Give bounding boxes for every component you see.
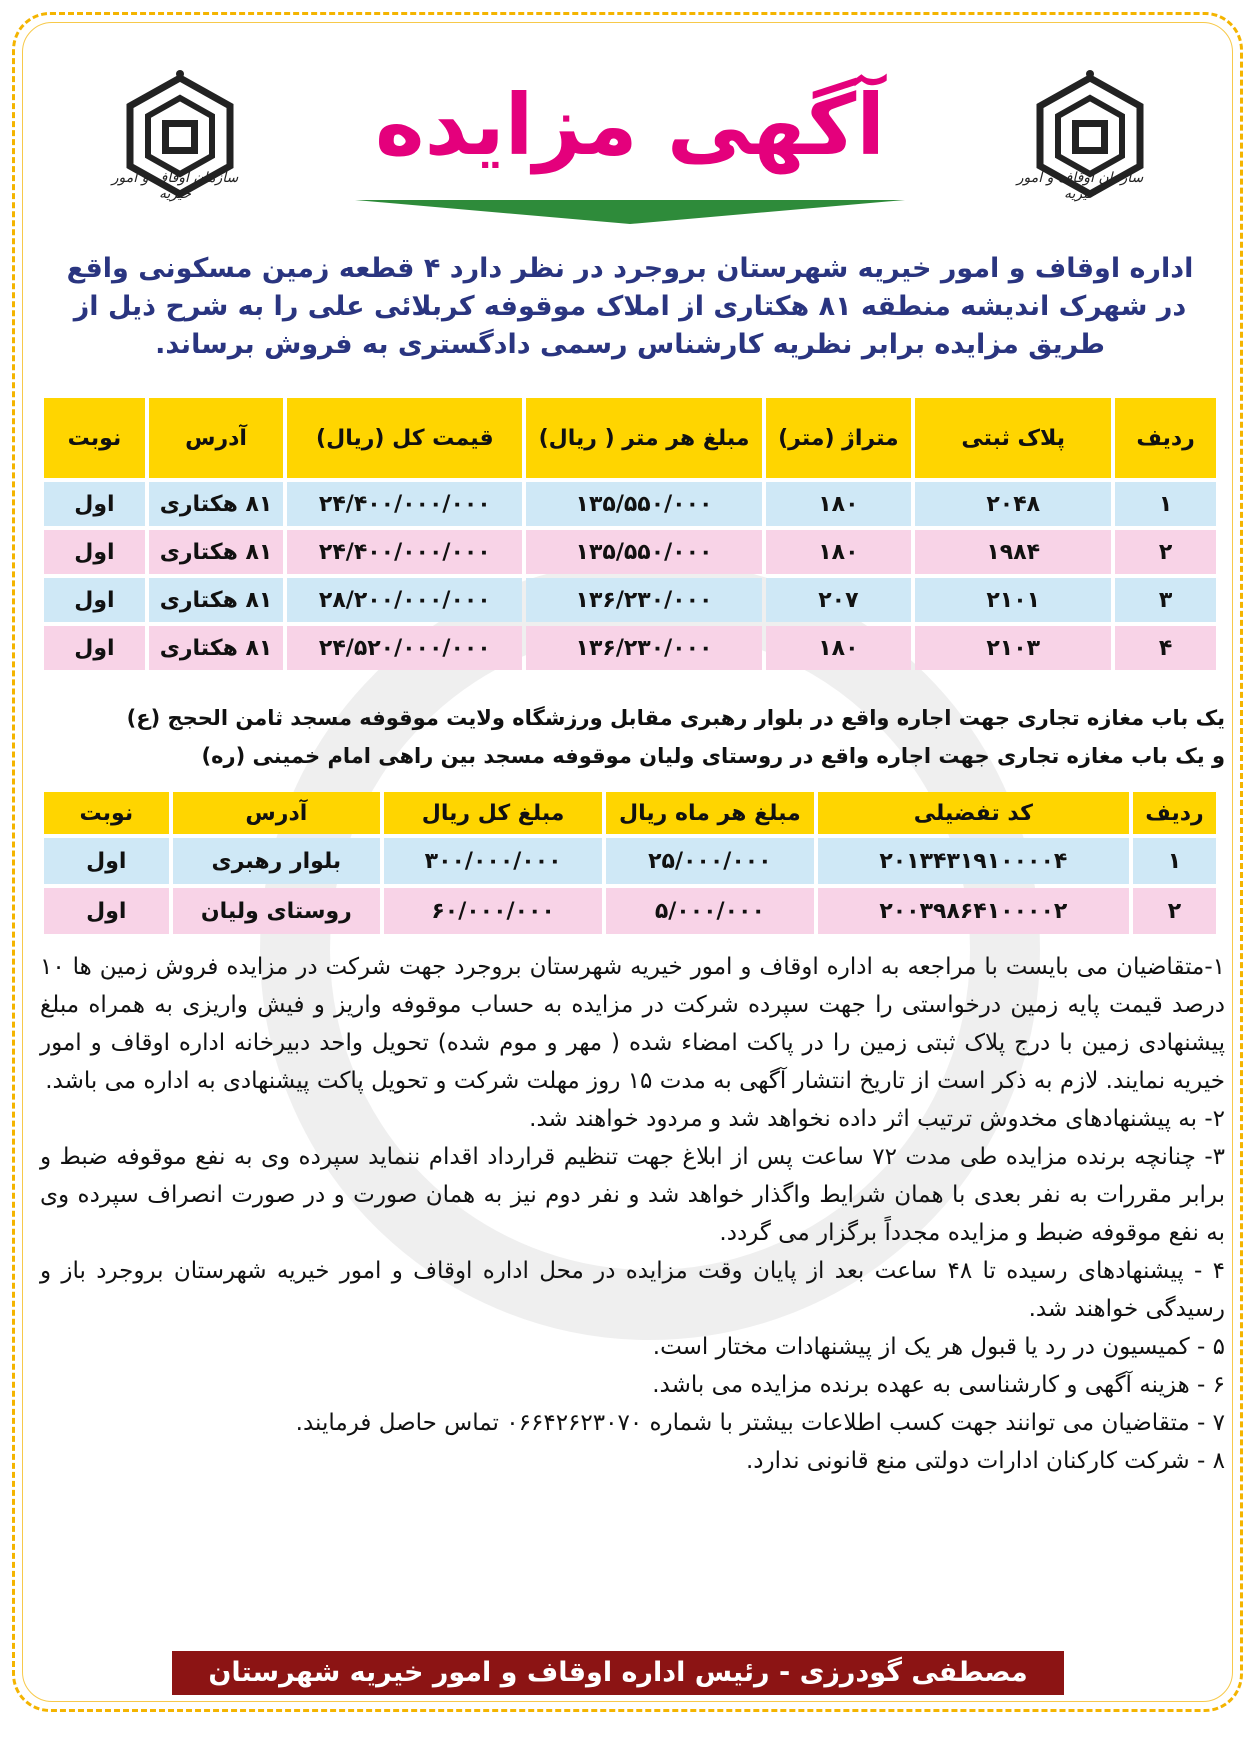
table-cell: ۱۸۰ (766, 482, 912, 526)
table-cell: ۱۳۵/۵۵۰/۰۰۰ (526, 530, 761, 574)
table-cell: ۲۴/۴۰۰/۰۰۰/۰۰۰ (287, 482, 522, 526)
table-cell: اول (44, 626, 145, 670)
table-cell: ۲۸/۲۰۰/۰۰۰/۰۰۰ (287, 578, 522, 622)
table-cell: اول (44, 838, 169, 884)
shop-note-1: یک باب مغازه تجاری جهت اجاره واقع در بلوار رهبری مقابل ورزشگاه ولایت موقوفه مسجد ثامن الحجج (ع) (126, 706, 1225, 730)
table-cell: اول (44, 530, 145, 574)
table-cell: ۲۰۰۳۹۸۶۴۱۰۰۰۰۲ (818, 888, 1129, 934)
shop-table-header (44, 792, 1216, 834)
table-cell: ۱۳۶/۲۳۰/۰۰۰ (526, 578, 761, 622)
page-title: آگهی مزایده (374, 76, 886, 174)
title-underline (355, 200, 905, 224)
table-cell: ۲۰۴۸ (915, 482, 1111, 526)
table-cell: ۶۰/۰۰۰/۰۰۰ (384, 888, 602, 934)
table-cell: ۱۳۵/۵۵۰/۰۰۰ (526, 482, 761, 526)
table-cell: روستای ولیان (173, 888, 381, 934)
table-cell: ۸۱ هکتاری (149, 482, 283, 526)
table-cell: بلوار رهبری (173, 838, 381, 884)
term-item: ۶ - هزینه آگهی و کارشناسی به عهده برنده مزایده می باشد. (652, 1372, 1225, 1398)
table-row (44, 888, 1216, 934)
table-cell: ۲۴/۵۲۰/۰۰۰/۰۰۰ (287, 626, 522, 670)
table-cell: اول (44, 482, 145, 526)
table-cell: اول (44, 578, 145, 622)
signature-bar: مصطفی گودرزی - رئیس اداره اوقاف و امور خیریه شهرستان بروجرد (172, 1651, 1064, 1695)
table-cell: ۲ (1115, 530, 1216, 574)
table-cell: ۸۱ هکتاری (149, 626, 283, 670)
intro-paragraph: اداره اوقاف و امور خیریه شهرستان بروجرد در نظر دارد ۴ قطعه زمین مسکونی واقع در شهرک اندیشه منطقه ۸۱ هکتاری از املاک موقوفه کربلائی علی را به شرح ذیل از طریق مزایده برابر نظریه کارشناس رسمی دادگستری به فروش برساند. (66, 253, 1194, 360)
table-cell: ۱ (1115, 482, 1216, 526)
table-cell: ۸۱ هکتاری (149, 578, 283, 622)
header-cell: ردیف (1115, 398, 1216, 478)
table-cell: ۴ (1115, 626, 1216, 670)
table-row (44, 482, 1216, 526)
header-cell: ردیف (1133, 792, 1216, 834)
term-item: ۷ - متقاضیان می توانند جهت کسب اطلاعات بیشتر با شماره ۰۶۶۴۲۶۲۳۰۷۰ تماس حاصل فرمایند. (295, 1410, 1225, 1436)
shop-note-2: و یک باب مغازه تجاری جهت اجاره واقع در روستای ولیان موقوفه مسجد بین راهی امام خمینی (ره) (201, 744, 1225, 768)
header-cell: مبلغ کل ریال (384, 792, 602, 834)
table-cell: ۱ (1133, 838, 1216, 884)
table-cell: ۲۵/۰۰۰/۰۰۰ (606, 838, 814, 884)
table-cell: ۲۰۱۳۴۳۱۹۱۰۰۰۰۴ (818, 838, 1129, 884)
term-item: ۸ - شرکت کارکنان ادارات دولتی منع قانونی ندارد. (745, 1448, 1225, 1474)
table-cell: ۲۱۰۳ (915, 626, 1111, 670)
header-cell: کد تفضیلی (818, 792, 1129, 834)
table-cell: ۱۹۸۴ (915, 530, 1111, 574)
table-cell: ۱۸۰ (766, 530, 912, 574)
table-row (44, 838, 1216, 884)
table-cell: ۸۱ هکتاری (149, 530, 283, 574)
header-cell: متراژ (متر) (766, 398, 912, 478)
table-cell: اول (44, 888, 169, 934)
table-row (44, 578, 1216, 622)
table-row (44, 530, 1216, 574)
header-cell: آدرس (173, 792, 381, 834)
term-item: ۳- چنانچه برنده مزایده طی مدت ۷۲ ساعت پس از ابلاغ جهت تنظیم قرارداد اقدام ننماید سپرده وی به نفع موقوفه ضبط و برابر مقررات به نفر بعدی با همان شرایط واگذار خواهد شد و نفر دوم نیز به همان صورت و در صورت انصراف سپرده وی به نفع موقوفه ضبط و مزایده مجدداً برگزار می گردد. (40, 1144, 1225, 1246)
table-cell: ۱۸۰ (766, 626, 912, 670)
table-cell: ۲ (1133, 888, 1216, 934)
term-item: ۵ - کمیسیون در رد یا قبول هر یک از پیشنهادات مختار است. (652, 1334, 1225, 1360)
header-cell: قیمت کل (ریال) (287, 398, 522, 478)
term-item: ۱-متقاضیان می بایست با مراجعه به اداره اوقاف و امور خیریه شهرستان بروجرد جهت شرکت در مزایده فروش زمین ها ۱۰ درصد قیمت پایه زمین درخواستی را جهت سپرده شرکت در مزایده به حساب موقوفه واریز و فیش واریزی به همراه مبلغ پیشنهادی زمین با درج پلاک ثبتی زمین را در پاکت امضاء شده ( مهر و موم شده) تحویل واحد دبیرخانه اداره اوقاف و امور خیریه نمایند. لازم به ذکر است از تاریخ انتشار آگهی به مدت ۱۵ روز مهلت شرکت و تحویل پاکت پیشنهادی به اداره می باشد. (40, 954, 1225, 1094)
table-row (44, 626, 1216, 670)
table-cell: ۲۱۰۱ (915, 578, 1111, 622)
header-cell: مبلغ هر ماه ریال (606, 792, 814, 834)
table-cell: ۳ (1115, 578, 1216, 622)
terms-list (40, 948, 1225, 1480)
header-cell: مبلغ هر متر ( ریال) (526, 398, 761, 478)
header-cell: نوبت (44, 398, 145, 478)
header-cell: آدرس (149, 398, 283, 478)
table-cell: ۲۴/۴۰۰/۰۰۰/۰۰۰ (287, 530, 522, 574)
land-table-header (44, 398, 1216, 478)
table-cell: ۵/۰۰۰/۰۰۰ (606, 888, 814, 934)
term-item: ۲- به پیشنهادهای مخدوش ترتیب اثر داده نخواهد شد و مردود خواهند شد. (529, 1106, 1225, 1132)
header-cell: پلاک ثبتی (915, 398, 1111, 478)
header-cell: نوبت (44, 792, 169, 834)
logo-caption-left: سازمان اوقاف و امور خیریه (111, 170, 239, 202)
land-table (40, 394, 1220, 674)
table-cell: ۱۳۶/۲۳۰/۰۰۰ (526, 626, 761, 670)
logo-caption-right: سازمان اوقاف و امور خیریه (1016, 170, 1144, 202)
term-item: ۴ - پیشنهادهای رسیده تا ۴۸ ساعت بعد از پایان وقت مزایده در محل اداره اوقاف و امور خیریه شهرستان بروجرد باز و رسیدگی خواهند شد. (40, 1258, 1226, 1322)
table-cell: ۳۰۰/۰۰۰/۰۰۰ (384, 838, 602, 884)
shop-table (40, 788, 1220, 938)
table-cell: ۲۰۷ (766, 578, 912, 622)
